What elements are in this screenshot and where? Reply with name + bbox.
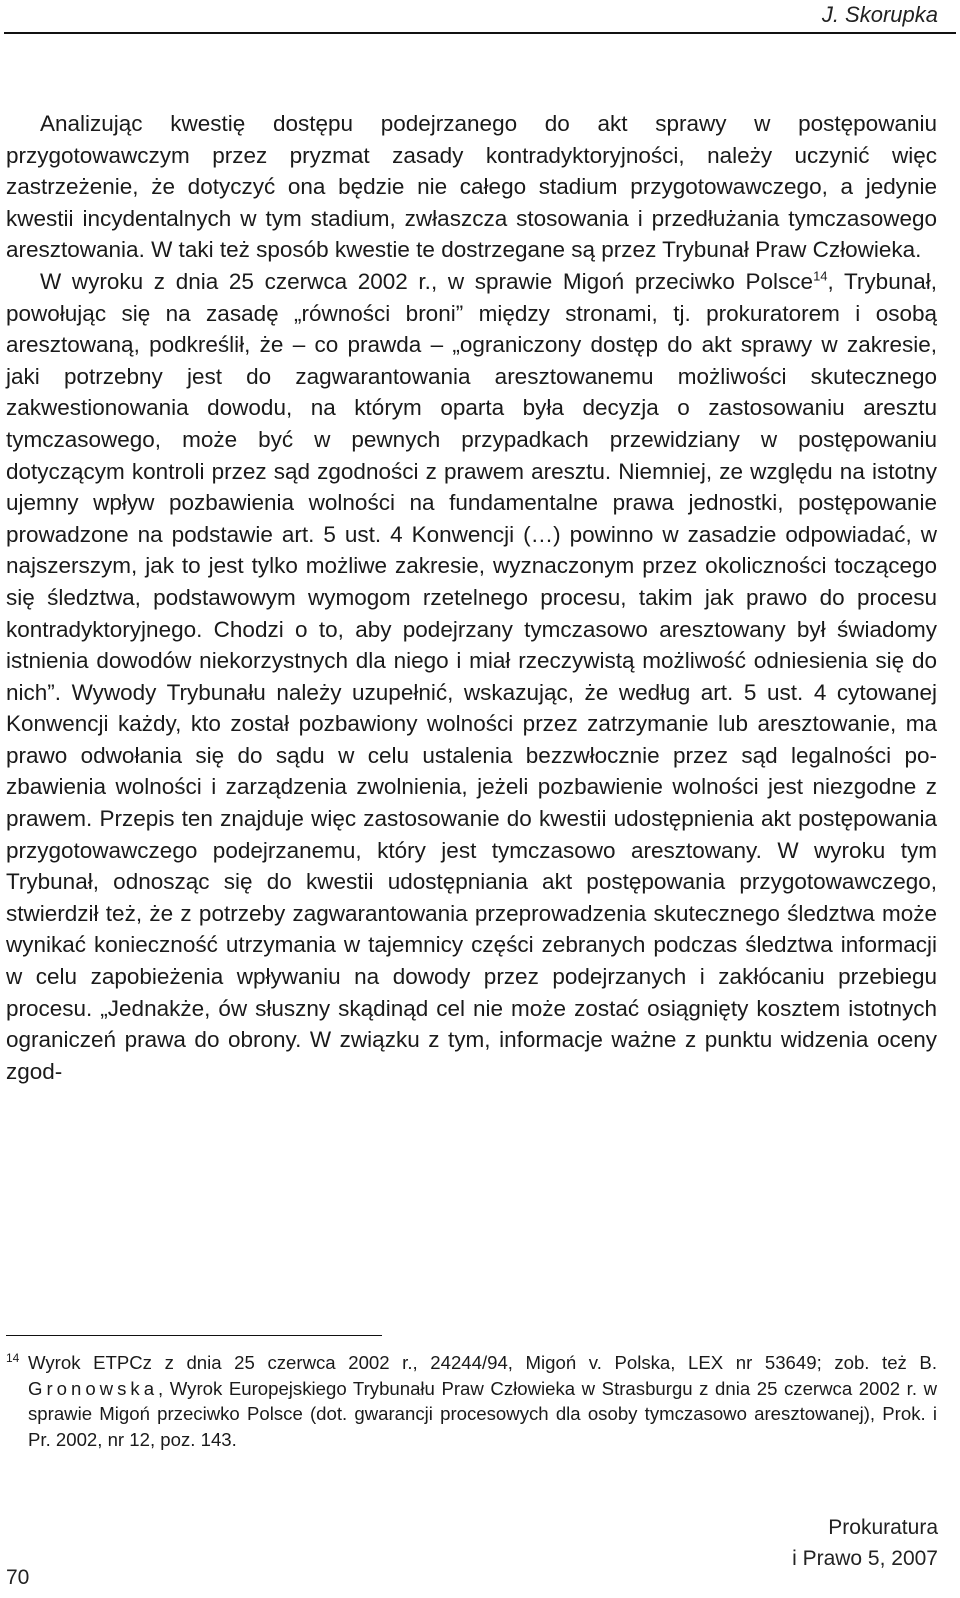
paragraph-2-rest: , Trybunał, powołując się na zasadę „równości broni” między stronami, tj. prokuratorem i osobą aresztowaną, podkreślił, że – co prawda – „ograniczony dostęp do akt sprawy w zakresie, jaki potrzebny jest do zagwarantowania aresztowanemu możliwości skutecznego zakwestionowania dowodu, na którym oparta była decyzja o zastosowaniu aresztu tymczasowego, może być w pewnych przypadkach przewidziany w postępowaniu dotyczącym kontroli przez sąd zgodności z prawem aresztu. Niemniej, ze względu na istotny ujemny wpływ pozbawienia wolności na fundamentalne prawa jednostki, postępowanie prowadzone na podstawie art. 5 ust. 4 Konwencji (…) powinno w zasadzie odpowiadać, w najszerszym, jak to jest tylko możliwe zakresie, wyznaczonym przez okoliczności toczącego się śledztwa, podstawowym wymogom rzetelnego procesu, takim jak prawo do procesu kontradyktoryjnego. Chodzi o to, aby podejrzany tymczasowo aresztowany był świadomy istnienia dowodów niekorzystnych dla niego i miał rzeczywistą możliwość odniesienia się do nich”. Wywody Trybunału należy uzupełnić, wskazując, że według art. 5 ust. 4 cytowanej Konwencji każdy, kto został pozbawiony wolności przez zatrzymanie lub aresztowanie, ma prawo odwołania się do sądu w celu ustalenia bezzwłocznie przez sąd legalności pozbawienia wolności i zarządzenia zwolnienia, jeżeli pozbawienie wolności jest niezgodne z prawem. Przepis ten znajduje więc zastosowanie do kwestii udostępnienia akt postępowania przygotowawczego podejrzanemu, który jest tymczasowo aresztowany. W wyroku tym Trybunał, odnosząc się do kwestii udostępniania akt postępowania przygotowawczego, stwierdził też, że z potrzeby zagwarantowania przeprowadzenia skutecznego śledztwa może wynikać konieczność utrzymania w tajemnicy części zebranych podczas śledztwa informacji w celu zapobieżenia wpływaniu na dowody przez podejrzanych i zakłócaniu przebiegu procesu. „Jednakże, ów słuszny skądinąd cel nie może zostać osiągnięty kosztem istotnych ograniczeń prawa do obrony. W związku z tym, informacje ważne z punktu widzenia oceny zgod-: [6, 268, 937, 1084]
footnote-rule: [6, 1335, 382, 1336]
footnote-text-start: Wyrok ETPCz z dnia 25 czerwca 2002 r., 24244/94, Migoń v. Polska, LEX nr 53649; zob. też B.: [28, 1352, 937, 1373]
footnote-reference-14[interactable]: 14: [813, 268, 828, 284]
footnote-text-end: , Wyrok Europejskiego Trybunału Praw Człowieka w Strasburgu z dnia 25 czerwca 2002 r. w sprawie Migoń przeciwko Polsce (dot. gwarancji procesowych dla osoby tymczasowo aresztowanej), Prok. i Pr. 2002, nr 12, poz. 143.: [28, 1377, 937, 1450]
paragraph-2-start: W wyroku z dnia 25 czerwca 2002 r., w sprawie Migoń przeciwko Polsce: [40, 268, 814, 294]
journal-issue: i Prawo 5, 2007: [792, 1547, 938, 1570]
running-header-author: J. Skorupka: [821, 2, 938, 27]
header-rule: [4, 32, 956, 34]
journal-footer: [792, 1512, 938, 1574]
footnote-author-name: Gronowska: [28, 1377, 159, 1399]
paragraph-1: Analizując kwestię dostępu podejrzanego do akt sprawy w postępowaniu przygotowawczym przez pryzmat zasady kontradyktoryjności, należy uczynić więc zastrzeżenie, że dotyczyć ona będzie nie całego stadium przygotowawczego, a jedynie kwestii incydentalnych w tym stadium, zwłaszcza stosowania i przedłużania tymczasowego aresztowania. W taki też sposób kwestie te dostrzegane są przez Trybunał Praw Człowieka.: [6, 111, 937, 263]
footnote-text: 14 Wyrok ETPCz z dnia 25 czerwca 2002 r., 24244/94, Migoń v. Polska, LEX nr 53649; zob. też B. Gronowska, Wyrok Europejskiego Trybunału Praw Człowieka w Strasburgu z dnia 25 czerwca 2002 r. w sprawie Migoń przeciwko Polsce (dot. gwarancji procesowych dla osoby tymczasowo aresztowanej), Prok. i Pr. 2002, nr 12, poz. 143.: [6, 1350, 937, 1450]
footnote-14: [6, 1350, 937, 1452]
main-text: [6, 108, 937, 1087]
page-number: 70: [6, 1566, 30, 1589]
journal-name: Prokuratura: [828, 1516, 938, 1539]
paragraph-2: [6, 266, 937, 1087]
